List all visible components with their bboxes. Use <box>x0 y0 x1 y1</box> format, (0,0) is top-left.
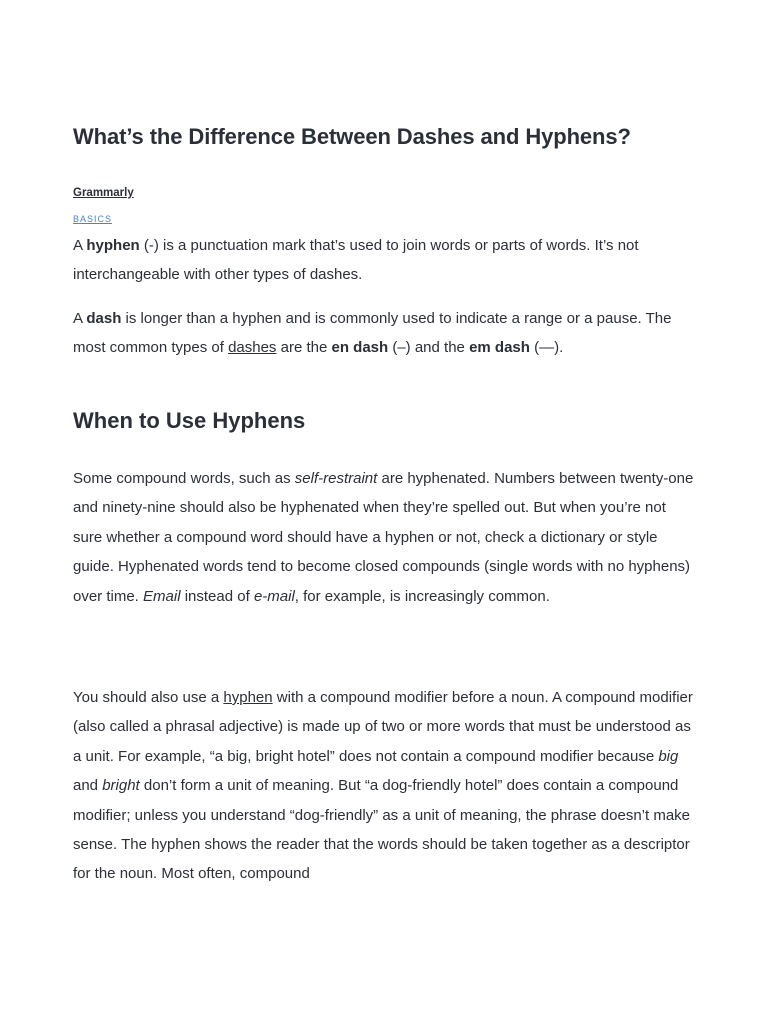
bold-term: em dash <box>469 339 530 357</box>
intro-paragraph-dash <box>73 304 698 363</box>
text: , for example, is increasingly common. <box>294 587 550 605</box>
compound-words-paragraph <box>73 464 698 611</box>
italic-term: big <box>658 747 679 765</box>
italic-term: bright <box>102 777 140 795</box>
section-heading: When to Use Hyphens <box>73 408 306 433</box>
text: (-) is a punctuation mark that’s used to join words or parts of words. It’s not interchangeable with other types of dashes. <box>73 237 639 284</box>
text: You should also use a <box>73 689 224 706</box>
italic-term: self-restraint <box>294 470 378 487</box>
text: Some compound words, such as <box>73 470 295 487</box>
text: are the <box>276 339 332 357</box>
text: and <box>73 777 103 795</box>
text: are hyphenated. Numbers between twenty-one and ninety-nine should also be hyphenated when they’re spelled out. But when you’re not sure whether a compound word should have a hyphen or not, check a dictionary or style guide. Hyphenated words tend to become closed compounds (single words with no hyphens) over time. <box>73 470 694 605</box>
text: is longer than a hyphen and is commonly used to indicate a range or a pause. The most common types of <box>73 310 672 357</box>
category-link[interactable]: BASICS <box>73 214 113 224</box>
bold-term: dash <box>86 310 122 327</box>
hyphen-link[interactable]: hyphen <box>223 689 273 706</box>
compound-modifier-paragraph <box>73 683 698 889</box>
bold-term: hyphen <box>86 237 140 254</box>
intro-paragraph-hyphen <box>73 231 698 290</box>
italic-term: Email <box>143 587 181 605</box>
text: instead of <box>180 587 254 605</box>
italic-term: e-mail <box>253 587 295 605</box>
article-title: What’s the Difference Between Dashes and Hyphens? <box>73 124 631 149</box>
text: (–) and the <box>388 339 470 357</box>
text: (—). <box>529 339 564 357</box>
text: don’t form a unit of meaning. But “a dog-friendly hotel” does contain a compound modifier; unless you understand “dog-friendly” as a unit of meaning, the phrase doesn’t make sense. The hyphen shows the reader that the words should be taken together as a descriptor for the noun. Most often, compound <box>73 777 691 883</box>
dashes-link[interactable]: dashes <box>228 339 277 357</box>
text: A <box>73 237 87 254</box>
text: A <box>73 310 87 327</box>
bold-term: en dash <box>331 339 389 357</box>
text: with a compound modifier before a noun. A compound modifier (also called a phrasal adjective) is made up of two or more words that must be understood as a unit. For example, “a big, bright hotel” does not contain a compound modifier because <box>73 689 693 765</box>
author-link[interactable]: Grammarly <box>73 187 134 199</box>
